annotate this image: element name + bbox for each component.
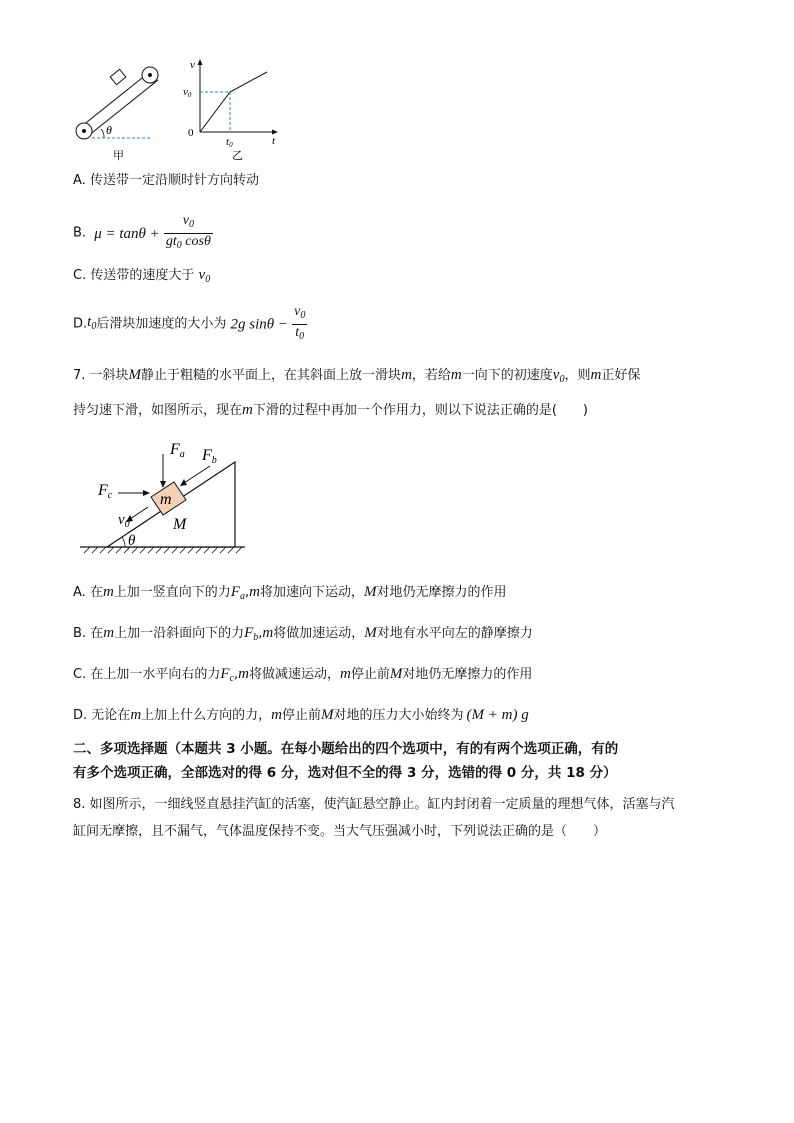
- force-fb-label: Fb: [202, 447, 217, 466]
- v0-tick-label: v0: [183, 86, 192, 99]
- theta-label-jia: θ: [106, 123, 112, 137]
- q7-option-c[interactable]: C. 在上加一水平向右的力$F_c,m$将做减速运动，m停止前M对地仍无摩擦力的作用: [73, 666, 533, 684]
- q7-stem-line1: 7. 一斜块M静止于粗糙的水平面上，在其斜面上放一滑块m，若给m一向下的初速度$v_0$，则m正好保: [73, 367, 641, 385]
- q8-stem-line2: 缸间无摩擦，且不漏气，气体温度保持不变。当大气压强减小时，下列说法正确的是（ ）: [73, 824, 607, 839]
- figure-conveyor-and-vt-graph: [70, 58, 290, 168]
- formula-expr: 2g sinθ −: [230, 316, 288, 333]
- velocity-time-graph: [183, 59, 278, 162]
- wedge-M-label: M: [173, 516, 187, 533]
- q6-option-b[interactable]: [73, 213, 213, 254]
- option-prefix: D.: [73, 316, 88, 332]
- caption-jia: 甲: [113, 149, 124, 162]
- section-2-heading-line2: 有多个选项正确，全部选对的得 6 分，选对但不全的得 3 分，选错的得 0 分，共 18 分）: [73, 765, 617, 781]
- option-text: 传送带一定沿顺时针方向转动: [89, 173, 259, 188]
- origin-label: 0: [188, 127, 194, 139]
- option-prefix: C.: [73, 268, 87, 283]
- t0-tick-label: t0: [226, 136, 233, 149]
- var-t0: $t_0$: [87, 314, 97, 332]
- caption-yi: 乙: [232, 149, 243, 162]
- q7-option-d[interactable]: D. 无论在m上加上什么方向的力，m停止前M对地的压力大小始终为 (M + m) g: [73, 707, 529, 723]
- conveyor-belt-diagram: [76, 67, 158, 162]
- option-text: 传送带的速度大于: [90, 268, 195, 283]
- formula-lhs: μ = tanθ +: [94, 225, 160, 242]
- q7-stem-line2: 持匀速下滑，如图所示，现在m下滑的过程中再加一个作用力，则以下说法正确的是( ): [73, 402, 589, 418]
- q7-option-a[interactable]: A. 在m上加一竖直向下的力$F_a,m$将加速向下运动，M对地仍无摩擦力的作用: [73, 584, 507, 602]
- velocity-v0-label: $v_0$: [118, 512, 130, 530]
- figure-incline-forces: [80, 432, 255, 557]
- q6-option-a[interactable]: [73, 172, 259, 190]
- q8-stem-line1: 8. 如图所示，一细线竖直悬挂汽缸的活塞，使汽缸悬空静止。缸内封闭着一定质量的理想气体，活塞与汽: [73, 797, 675, 812]
- option-prefix: A.: [73, 173, 86, 188]
- axis-v-label: v: [190, 59, 195, 71]
- option-prefix: B.: [73, 225, 87, 241]
- section-2-heading-line1: 二、多项选择题（本题共 3 小题。在每小题给出的四个选项中，有的有两个选项正确，有的: [73, 741, 619, 757]
- fraction: $\frac{v_0}{gt_0 \cos\theta}$: [165, 213, 211, 251]
- axis-t-label: t: [272, 135, 276, 147]
- q6-option-d[interactable]: [73, 304, 307, 345]
- fraction: $\frac{v_0}{t_0}$: [294, 304, 306, 342]
- theta-label: θ: [128, 533, 136, 549]
- q6-option-c[interactable]: [73, 266, 210, 289]
- var-v0: $v_0$: [198, 267, 211, 285]
- force-fa-label: Fa: [170, 441, 185, 460]
- force-fc-label: Fc: [98, 482, 113, 501]
- q7-option-b[interactable]: B. 在m上加一沿斜面向下的力$F_b,m$将做加速运动，M对地有水平向左的静摩擦力: [73, 625, 533, 643]
- option-text: 后滑块加速度的大小为: [96, 316, 227, 332]
- block-m-label: m: [160, 491, 172, 508]
